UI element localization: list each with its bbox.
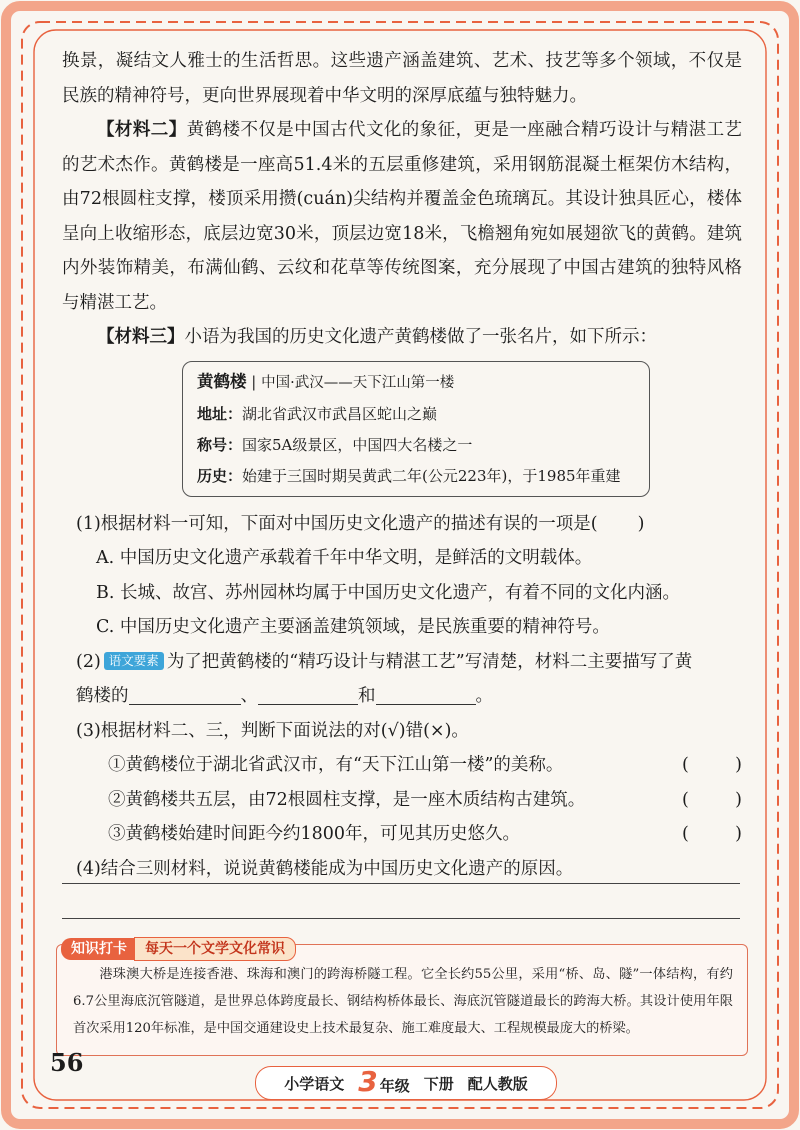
question-1-option-b[interactable]: B. 长城、故宫、苏州园林均属于中国历史文化遗产，有着不同的文化内涵。 — [96, 582, 680, 603]
card-history-row — [197, 461, 637, 492]
footer-badge — [255, 1066, 557, 1100]
card-honor-row — [197, 430, 637, 461]
yuwen-yaosu-tag: 语文要素 — [104, 652, 164, 670]
card-history: 始建于三国时期吴黄武二年(公元223年)，于1985年重建 — [242, 466, 621, 485]
answer-line-2[interactable] — [62, 918, 740, 919]
material-3-paragraph — [62, 320, 742, 355]
question-2-blanks — [62, 679, 742, 714]
question-3-statement-2: ②黄鹤楼共五层，由72根圆柱支撑，是一座木质结构古建筑。 — [108, 789, 586, 810]
question-1-option-a[interactable]: A. 中国历史文化遗产承载着千年中华文明，是鲜活的文明载体。 — [96, 548, 593, 568]
judge-answer-box-1[interactable]: ( ) — [682, 755, 742, 775]
question-2-stem — [62, 645, 742, 680]
card-history-label: 历史： — [197, 466, 243, 485]
knowledge-tip-header — [61, 937, 296, 961]
knowledge-tip-text: 港珠澳大桥是连接香港、珠海和澳门的跨海桥隧工程。它全长约55公里，采用“桥、岛、隧”一体结构，有约6.7公里海底沉管隧道，是世界总体跨度最长、钢结构桥体最长、海底沉管隧道最长的跨海大桥。其设计使用年限首次采用120年标准，是中国交通建设史上技术最复杂、施工难度最大、工程规模最庞大的桥梁。 — [73, 967, 733, 1036]
answer-line-1[interactable] — [62, 883, 740, 884]
question-2-end: 。 — [475, 686, 493, 706]
answer-blank-3[interactable] — [376, 682, 476, 705]
footer-grade-word: 年级 — [379, 1077, 410, 1095]
question-1-stem — [62, 507, 742, 542]
question-2-text-a: 为了把黄鹤楼的“精巧设计与精湛工艺”写清楚，材料二主要描写了黄 — [166, 651, 693, 672]
card-honor: 国家5A级景区，中国四大名楼之一 — [242, 435, 473, 454]
judge-answer-box-3[interactable]: ( ) — [682, 824, 742, 844]
footer-volume: 下册 — [423, 1074, 454, 1093]
material-3-heading: 【材料三】 — [97, 327, 185, 347]
question-2-sep-2: 和 — [358, 686, 376, 706]
knowledge-tip-label: 知识打卡 — [61, 938, 134, 960]
card-address-label: 地址： — [197, 404, 243, 423]
question-3-statement-1: ①黄鹤楼位于湖北省武汉市，有“天下江山第一楼”的美称。 — [108, 755, 564, 775]
question-2-text-b: 鹤楼的 — [76, 686, 129, 706]
material-2-heading: 【材料二】 — [97, 120, 187, 140]
answer-blank-2[interactable] — [258, 682, 358, 705]
footer-subject: 小学语文 — [284, 1074, 345, 1093]
material-2-paragraph — [62, 113, 742, 320]
question-2-number: (2) — [76, 651, 101, 672]
intro-paragraph: 换景，凝结文人雅士的生活哲思。这些遗产涵盖建筑、艺术、技艺等多个领域，不仅是民族的精神符号，更向世界展现着中华文明的深厚底蕴与独特魅力。 — [62, 51, 742, 106]
question-1-option-c[interactable]: C. 中国历史文化遗产主要涵盖建筑领域，是民族重要的精神符号。 — [96, 617, 610, 637]
question-3-item-3 — [62, 817, 742, 852]
question-3-stem: (3)根据材料二、三，判断下面说法的对(√)错(×)。 — [76, 720, 469, 741]
question-3-statement-3: ③黄鹤楼始建时间距今约1800年，可见其历史悠久。 — [108, 824, 521, 844]
footer-grade-number: 3 — [358, 1065, 378, 1098]
card-title: 黄鹤楼 — [197, 371, 247, 391]
knowledge-tip-sublabel: 每天一个文学文化常识 — [134, 937, 296, 961]
heritage-name-card — [182, 361, 650, 497]
card-title-row — [197, 366, 637, 399]
judge-answer-box-2[interactable]: ( ) — [682, 789, 742, 810]
answer-blank-1[interactable] — [129, 682, 241, 705]
knowledge-tip-box — [56, 941, 748, 1056]
card-honor-label: 称号： — [197, 435, 243, 454]
question-1-text: (1)根据材料一可知，下面对中国历史文化遗产的描述有误的一项是( — [76, 513, 598, 534]
material-2-text: 黄鹤楼不仅是中国古代文化的象征，更是一座融合精巧设计与精湛工艺的艺术杰作。黄鹤楼是一座高51.4米的五层重修建筑，采用钢筋混凝土框架仿木结构，由72根圆柱支撑，楼顶采用攒(cuán)尖结构并覆盖金色琉璃瓦。其设计独具匠心，楼体呈向上收缩形态，底层边宽30米，顶层边宽18米，飞檐翘角宛如展翅欲飞的黄鹤。建筑内外装饰精美，布满仙鹤、云纹和花草等传统图案，充分展现了中国古建筑的独特风格与精湛工艺。 — [62, 120, 743, 313]
question-1-paren: ) — [637, 513, 645, 534]
material-3-text: 小语为我国的历史文化遗产黄鹤楼做了一张名片，如下所示： — [184, 327, 657, 347]
content-area — [62, 44, 742, 886]
page-number: 56 — [50, 1048, 84, 1077]
footer-grade — [358, 1065, 410, 1098]
question-2-sep-1: 、 — [240, 686, 258, 706]
card-divider: | — [251, 372, 262, 391]
card-subtitle: 中国·武汉——天下江山第一楼 — [261, 374, 455, 391]
card-address-row — [197, 399, 637, 430]
question-3-item-1 — [62, 748, 742, 783]
question-3-item-2 — [62, 783, 742, 818]
question-4-stem: (4)结合三则材料，说说黄鹤楼能成为中国历史文化遗产的原因。 — [76, 858, 574, 879]
footer-edition: 配人教版 — [467, 1074, 528, 1093]
card-address: 湖北省武汉市武昌区蛇山之巅 — [242, 404, 438, 423]
